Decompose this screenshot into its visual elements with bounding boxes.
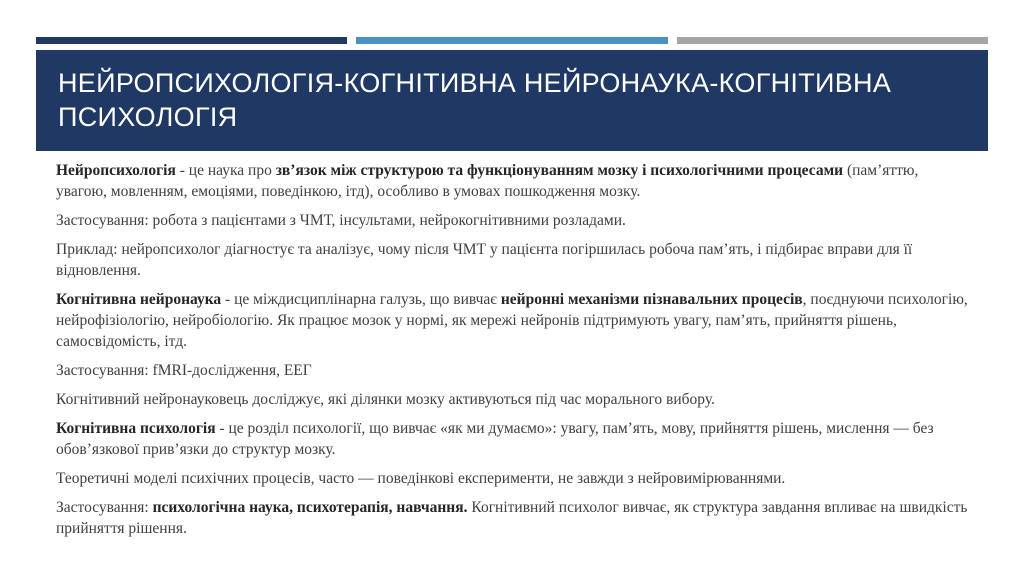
slide-title: НЕЙРОПСИХОЛОГІЯ-КОГНІТИВНА НЕЙРОНАУКА-КОГНІТИВНА ПСИХОЛОГІЯ: [58, 68, 892, 132]
paragraph-text: - це наука про: [175, 162, 276, 179]
emphasis-text: нейронні механізми пізнавальних процесів: [500, 291, 803, 308]
accent-bar-blue: [356, 37, 668, 44]
term-cognitive-neuroscience: Когнітивна нейронаука: [56, 291, 222, 308]
title-band: [36, 50, 988, 151]
accent-bar-navy: [36, 37, 347, 44]
paragraph-text: - це розділ психології, що вивчає «як ми думаємо»: увагу, пам’ять, мову, прийняття рішень, мислення — без обов’язкової прив’язки до структур мозку.: [56, 420, 934, 458]
slide-body: [56, 160, 971, 547]
paragraph-text: , поєднуючи психологію, нейрофізіологію, нейробіологію. Як працює мозок у нормі, як мережі нейронів підтримують увагу, пам’ять, прийняття рішень, самосвідомість, ітд.: [56, 291, 968, 350]
paragraph-text: (пам’яттю, увагою, мовленням, емоціями, поведінкою, ітд), особливо в умовах пошкодження мозку.: [56, 162, 919, 200]
paragraph-cognitive-neuroscience-example: Когнітивний нейронауковець досліджує, які ділянки мозку активуються під час морального вибору.: [56, 391, 715, 408]
emphasis-text: психологічна наука, психотерапія, навчання.: [152, 499, 468, 516]
paragraph-cognitive-neuroscience-definition: [56, 289, 971, 352]
emphasis-text: зв’язок між структурою та функціонуванням мозку і психологічними процесами: [275, 162, 844, 179]
paragraph-cognitive-psychology-definition: [56, 418, 971, 460]
paragraph-cognitive-neuroscience-application: Застосування: fMRI-дослідження, ЕЕГ: [56, 362, 312, 379]
paragraph-text: Застосування:: [56, 499, 153, 516]
accent-bar-gray: [677, 37, 988, 44]
paragraph-cognitive-psychology-application: [56, 497, 971, 539]
paragraph-cognitive-psychology-methods: Теоретичні моделі психічних процесів, часто — поведінкові експерименти, не завжди з нейровимірюваннями.: [56, 470, 786, 487]
term-cognitive-psychology: Когнітивна психологія: [56, 420, 216, 437]
term-neuropsychology: Нейропсихологія: [56, 162, 176, 179]
paragraph-neuropsychology-application: Застосування: робота з пацієнтами з ЧМТ, інсультами, нейрокогнітивними розладами.: [56, 212, 626, 229]
paragraph-neuropsychology-definition: [56, 160, 971, 202]
paragraph-text: Когнітивний психолог вивчає, як структура завдання впливає на швидкість прийняття рішення.: [56, 499, 968, 537]
paragraph-neuropsychology-example: Приклад: нейропсихолог діагностує та аналізує, чому після ЧМТ у пацієнта погіршилась робоча пам’ять, і підбирає вправи для її відновлення.: [56, 241, 913, 279]
paragraph-text: - це міждисциплінарна галузь, що вивчає: [221, 291, 501, 308]
